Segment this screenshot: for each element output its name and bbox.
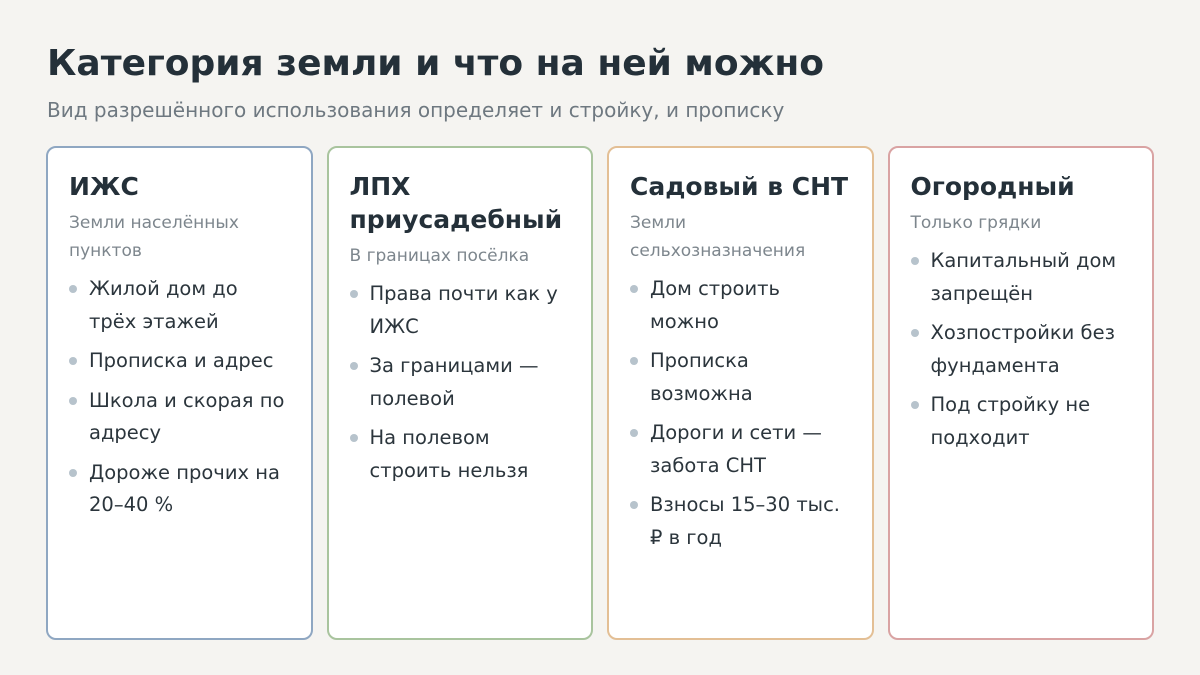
card-subtitle: Земли сельхозназначения — [630, 213, 806, 261]
card-list — [911, 245, 1133, 454]
list-item-text: Жилой дом до трёх этажей — [89, 277, 238, 333]
card-list — [69, 273, 291, 522]
bullet-dot-icon — [911, 257, 919, 265]
card-list — [350, 278, 572, 487]
list-item-text: Капитальный дом запрещён — [930, 249, 1117, 305]
card-title: Огородный — [910, 172, 1075, 201]
bullet-dot-icon — [69, 285, 77, 293]
bullet-dot-icon — [69, 397, 77, 405]
bullet-dot-icon — [69, 469, 77, 477]
list-item — [69, 273, 291, 338]
list-item-text: За границами — полевой — [369, 354, 539, 410]
list-item-text: Права почти как у ИЖС — [369, 282, 558, 338]
list-item-text: Дороже прочих на 20–40 % — [89, 460, 280, 516]
card-subtitle: Земли населённых пунктов — [69, 213, 239, 261]
list-item — [911, 317, 1133, 382]
card-subtitle: Только грядки — [910, 213, 1042, 233]
list-item — [69, 345, 291, 378]
list-item-text: Дороги и сети — забота СНТ — [650, 421, 822, 477]
bullet-dot-icon — [911, 329, 919, 337]
list-item — [69, 457, 291, 522]
card-lph — [327, 146, 594, 640]
list-item — [69, 385, 291, 450]
list-item-text: Взносы 15–30 тыс. ₽ в год — [650, 493, 840, 549]
list-item — [350, 350, 572, 415]
bullet-dot-icon — [630, 357, 638, 365]
card-subtitle: В границах посёлка — [349, 246, 530, 266]
list-item — [350, 278, 572, 343]
card-title: ЛПХ приусадебный — [349, 172, 563, 234]
card-title: ИЖС — [69, 172, 139, 201]
page-title: Категория земли и что на ней можно — [47, 43, 825, 84]
page-subtitle: Вид разрешённого использования определяет и стройку, и прописку — [47, 98, 785, 122]
bullet-dot-icon — [350, 434, 358, 442]
bullet-dot-icon — [350, 362, 358, 370]
list-item-text: Хозпостройки без фундамента — [930, 321, 1115, 377]
card-title: Садовый в СНТ — [630, 172, 849, 201]
bullet-dot-icon — [630, 429, 638, 437]
bullet-dot-icon — [350, 290, 358, 298]
list-item — [630, 489, 852, 554]
card-izhs — [46, 146, 313, 640]
list-item-text: На полевом строить нельзя — [369, 426, 529, 482]
list-item — [630, 345, 852, 410]
list-item-text: Школа и скорая по адресу — [89, 388, 285, 444]
card-list — [630, 273, 852, 554]
list-item — [350, 422, 572, 487]
list-item-text: Дом строить можно — [650, 277, 780, 333]
bullet-dot-icon — [630, 501, 638, 509]
list-item — [911, 245, 1133, 310]
list-item-text: Прописка и адрес — [89, 349, 274, 372]
card-snt — [607, 146, 874, 640]
bullet-dot-icon — [69, 357, 77, 365]
category-cards — [46, 146, 1154, 640]
bullet-dot-icon — [911, 401, 919, 409]
bullet-dot-icon — [630, 285, 638, 293]
list-item-text: Прописка возможна — [650, 349, 753, 405]
list-item — [911, 389, 1133, 454]
list-item-text: Под стройку не подходит — [930, 393, 1091, 449]
list-item — [630, 273, 852, 338]
card-garden — [888, 146, 1155, 640]
list-item — [630, 417, 852, 482]
